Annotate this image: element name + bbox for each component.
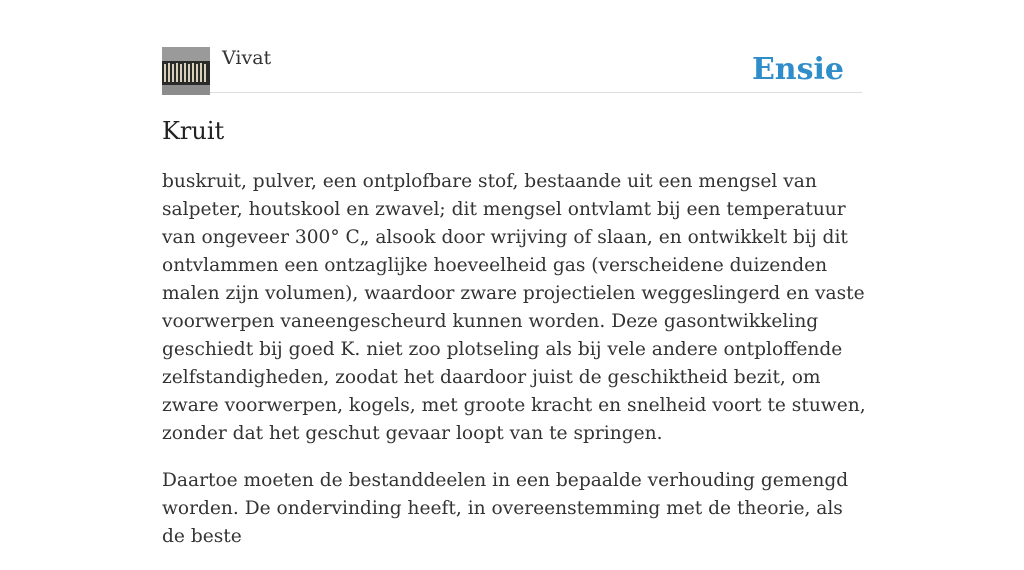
brand-logo-link[interactable]: Ensie [751,52,844,87]
source-name[interactable]: Vivat [222,47,272,69]
book-spines-icon [162,47,210,95]
header [162,46,862,93]
page-title: Kruit [162,117,225,145]
article-paragraph: buskruit, pulver, een ontplofbare stof, bestaande uit een mengsel van salpeter, houtskool en zwavel; dit mengsel ontvlamt bij een temperatuur van ongeveer 300° C„ alsook door wrijving of slaan, en ontwikkelt bij dit ontvlammen een ontzaglijke hoeveelheid gas (verscheidene duizenden malen zijn volumen), waardoor zware projectielen weggeslingerd en vaste voorwerpen vaneengescheurd kunnen worden. Deze gasontwikkeling geschiedt bij goed K. niet zoo plotseling als bij vele andere ontploffende zelfstandigheden, zoodat het daardoor juist de geschiktheid bezit, om zware voorwerpen, kogels, met groote kracht en snelheid voort te stuwen, zonder dat het geschut gevaar loopt van te springen. [162,171,866,444]
avatar[interactable] [162,47,210,95]
article-body [162,168,866,570]
article-paragraph: Daartoe moeten de bestanddeelen in een bepaalde verhouding gemengd worden. De ondervinding heeft, in overeenstemming met de theorie, als de beste [162,470,849,547]
